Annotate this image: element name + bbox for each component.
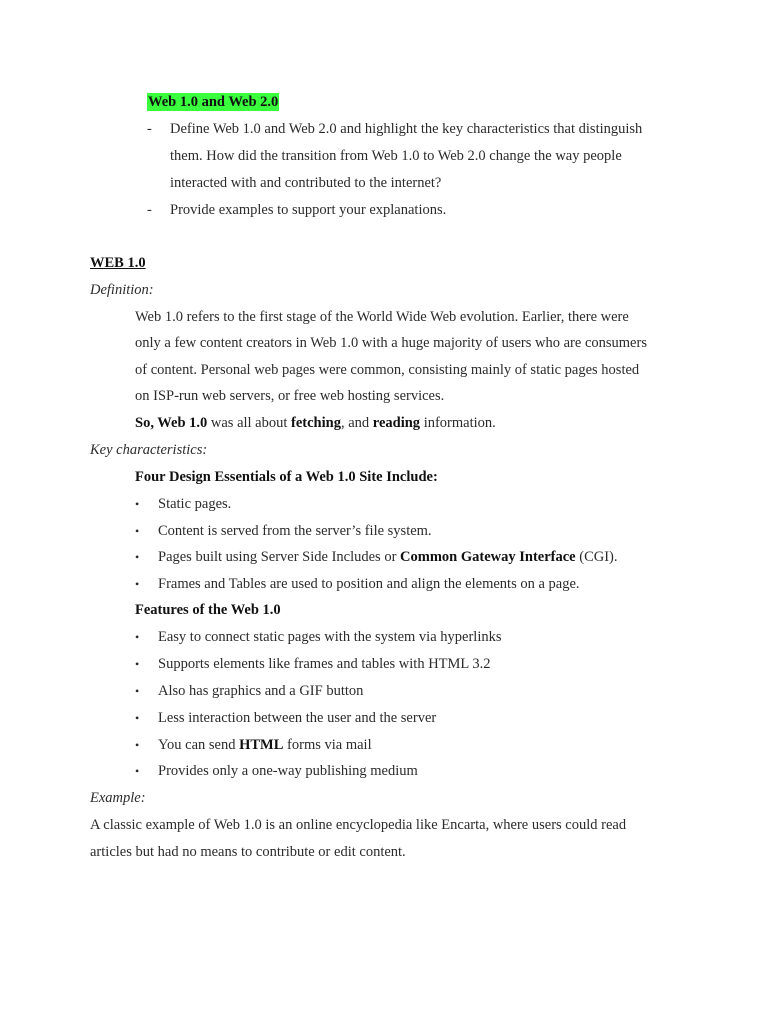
assignment-title: Web 1.0 and Web 2.0 [148,94,279,110]
feature-item-bold: HTML [239,737,284,753]
bullet-icon: • [135,711,140,725]
definition-line-2: only a few content creators in Web 1.0 with a huge majority of users who are consumers [135,335,647,351]
definition-label: Definition: [90,282,154,298]
essential-item-text: Pages built using Server Side Includes or [158,549,401,565]
summary-text: was all about [207,415,292,431]
essential-item-bold: Common Gateway Interface [400,549,576,565]
summary-text: information. [420,415,496,431]
dash-marker: - [147,202,152,218]
dash-marker: - [147,121,152,137]
feature-item: Supports elements like frames and tables with HTML 3.2 [158,656,491,672]
essential-item: Frames and Tables are used to position and align the elements on a page. [158,576,580,592]
summary-bold-web1: So, Web 1.0 [135,415,208,431]
essential-item: Static pages. [158,496,232,512]
bullet-icon: • [135,524,140,538]
essential-item-text: (CGI). [575,549,618,565]
feature-item: Also has graphics and a GIF button [158,683,364,699]
bullet-icon: • [135,630,140,644]
example-label: Example: [90,790,146,806]
definition-line-4: on ISP-run web servers, or free web hosting services. [135,388,445,404]
bullet-icon: • [135,684,140,698]
question-1-line-3: interacted with and contributed to the internet? [170,175,442,191]
key-characteristics-label: Key characteristics: [90,442,208,458]
question-2-line-1: Provide examples to support your explanations. [170,202,447,218]
essential-item: Content is served from the server’s file system. [158,523,432,539]
feature-item-text: You can send [158,737,240,753]
summary-line [135,414,496,432]
feature-item: Less interaction between the user and the server [158,710,437,726]
question-1-line-2: them. How did the transition from Web 1.0 to Web 2.0 change the way people [170,148,622,164]
definition-line-3: of content. Personal web pages were common, consisting mainly of static pages hosted [135,362,640,378]
bullet-icon: • [135,497,140,511]
summary-bold-fetching: fetching [291,415,341,431]
section-heading-web1: WEB 1.0 [90,255,146,271]
essentials-heading: Four Design Essentials of a Web 1.0 Site Include: [135,469,438,485]
feature-item: Easy to connect static pages with the system via hyperlinks [158,629,502,645]
example-line-1: A classic example of Web 1.0 is an online encyclopedia like Encarta, where users could read [90,817,627,833]
bullet-icon: • [135,764,140,778]
features-heading: Features of the Web 1.0 [135,602,281,618]
essential-item [158,548,618,566]
feature-item [158,736,372,754]
definition-line-1: Web 1.0 refers to the first stage of the World Wide Web evolution. Earlier, there were [135,309,629,325]
bullet-icon: • [135,657,140,671]
bullet-icon: • [135,738,140,752]
example-line-2: articles but had no means to contribute or edit content. [90,844,406,860]
summary-bold-reading: reading [372,415,421,431]
bullet-icon: • [135,577,140,591]
feature-item: Provides only a one-way publishing medium [158,763,418,779]
feature-item-text: forms via mail [283,737,372,753]
summary-text: , and [340,415,373,431]
bullet-icon: • [135,550,140,564]
question-1-line-1: Define Web 1.0 and Web 2.0 and highlight the key characteristics that distinguish [170,121,643,137]
